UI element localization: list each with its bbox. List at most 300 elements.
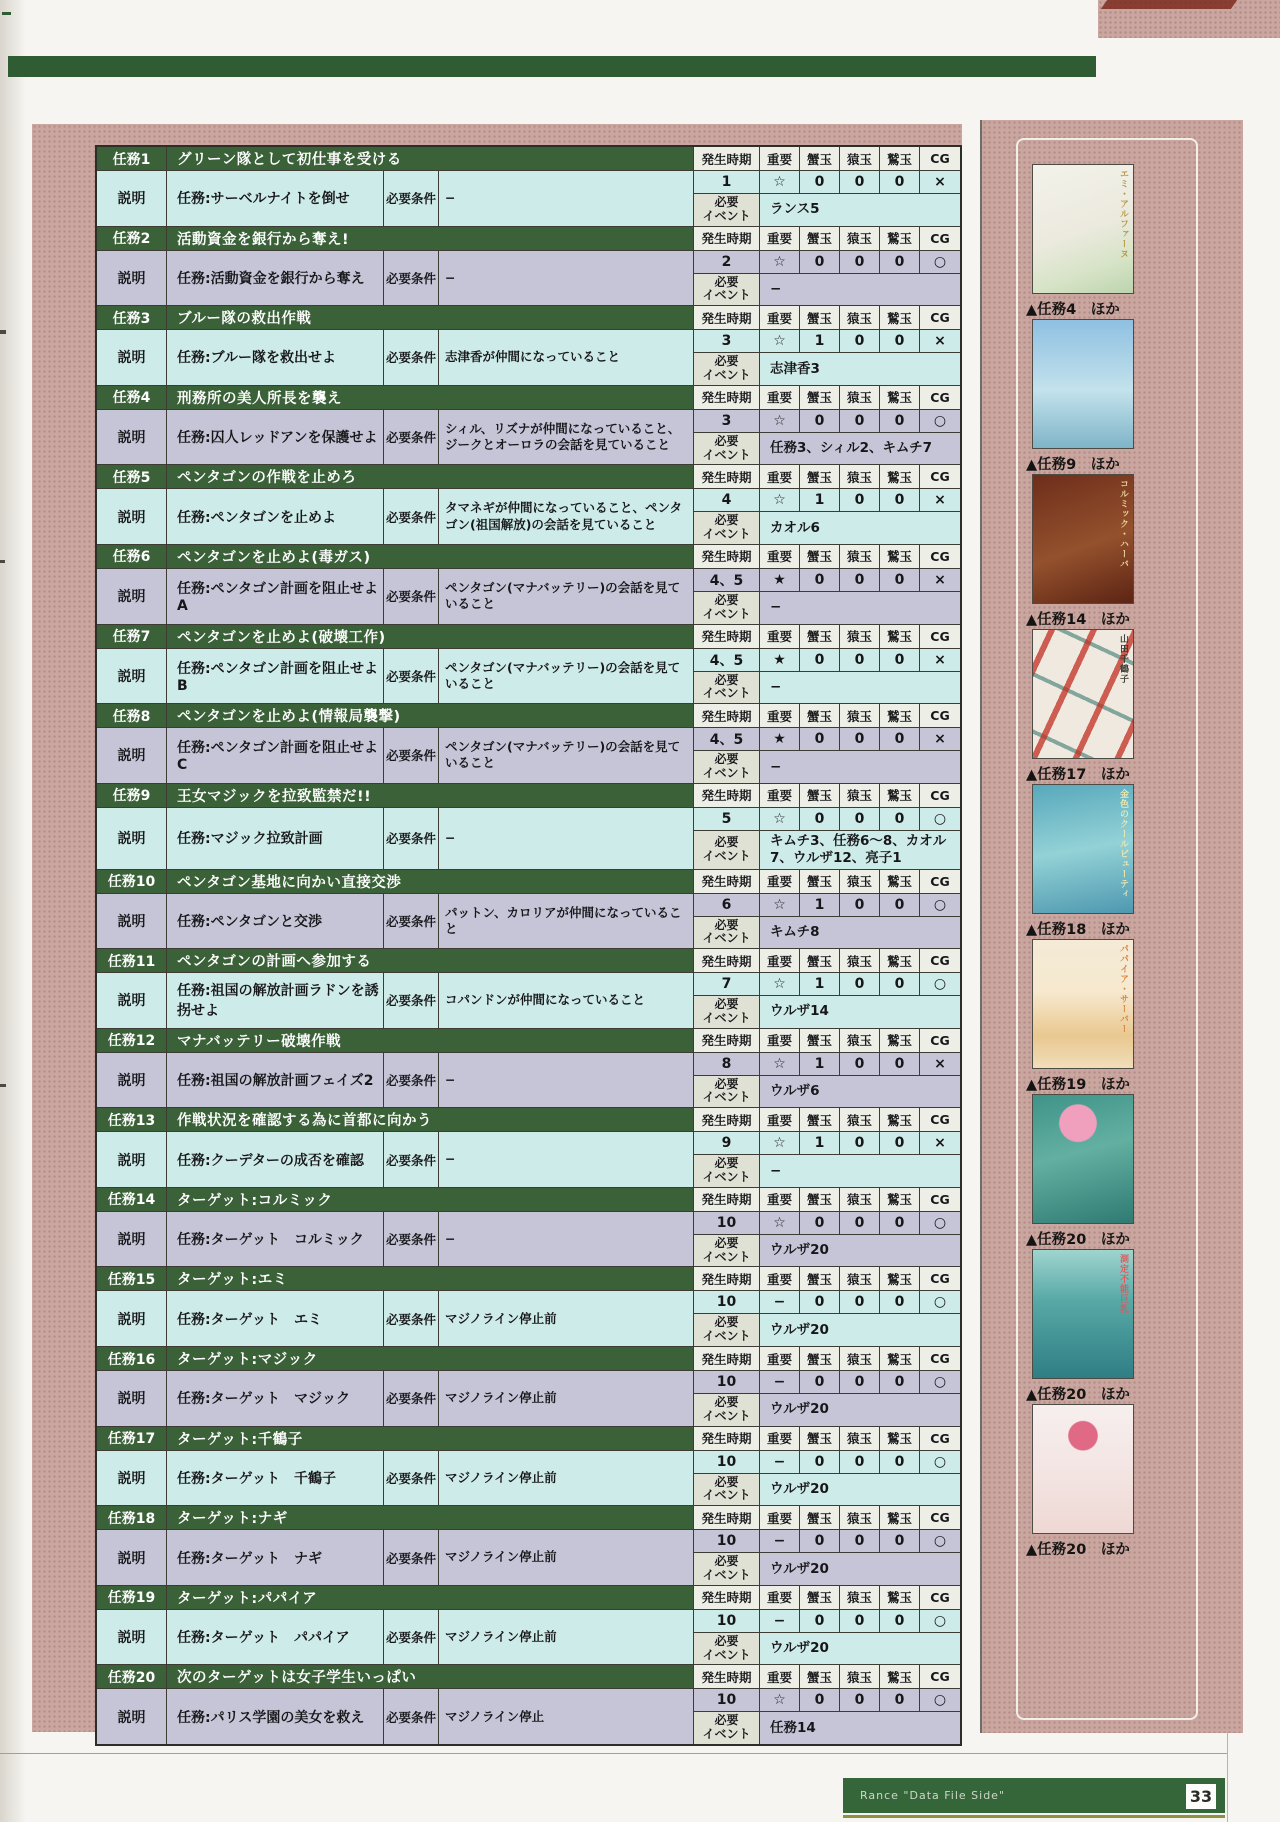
col-header-cg: CG	[920, 1188, 960, 1212]
eagle-jewel-value: 0	[880, 894, 920, 917]
required-event-label	[694, 1553, 760, 1586]
time-value: 4、5	[694, 569, 760, 592]
col-header-important: 重要	[760, 465, 800, 489]
crab-jewel-value: 0	[800, 649, 840, 672]
mission-title-cell: ペンタゴンの計画へ参加する	[167, 949, 694, 973]
condition-text: −	[439, 1212, 694, 1268]
cg-mark: ×	[920, 569, 960, 592]
mission-title-cell: ペンタゴンの作戦を止めろ	[167, 465, 694, 489]
importance-star: −	[760, 1291, 800, 1314]
col-header-eagle-jewel: 鷲玉	[880, 306, 920, 330]
mission-block	[97, 1029, 960, 1109]
col-header-time: 発生時期	[694, 1347, 760, 1371]
mission-title-cell: ターゲット:マジック	[167, 1347, 694, 1371]
monkey-jewel-value: 0	[840, 1610, 880, 1633]
condition-label: 必要条件	[384, 1053, 439, 1109]
time-value: 9	[694, 1132, 760, 1155]
condition-text: ペンタゴン(マナバッテリー)の会話を見ていること	[439, 649, 694, 705]
task-description: 任務:祖国の解放計画フェイズ2	[167, 1053, 384, 1109]
condition-label: 必要条件	[384, 649, 439, 705]
col-header-eagle-jewel: 鷲玉	[880, 1427, 920, 1451]
monkey-jewel-value: 0	[840, 649, 880, 672]
col-header-time: 発生時期	[694, 784, 760, 808]
importance-star: ☆	[760, 489, 800, 512]
required-event-label-line1: 必要	[714, 195, 739, 209]
crab-jewel-value: 0	[800, 1212, 840, 1235]
col-header-monkey-jewel: 猿玉	[840, 704, 880, 728]
required-event-label-line1: 必要	[714, 834, 739, 849]
eagle-jewel-value: 0	[880, 1610, 920, 1633]
crab-jewel-value: 1	[800, 1053, 840, 1076]
required-event-value: −	[760, 592, 960, 625]
col-header-time: 発生時期	[694, 545, 760, 569]
page-corner-decoration	[1098, 0, 1280, 38]
col-header-eagle-jewel: 鷲玉	[880, 227, 920, 251]
monkey-jewel-value: 0	[840, 489, 880, 512]
cg-mark: ×	[920, 171, 960, 194]
card-art-text: パパイア・サーバー	[1118, 944, 1128, 1034]
col-header-monkey-jewel: 猿玉	[840, 1188, 880, 1212]
col-header-important: 重要	[760, 545, 800, 569]
time-value: 5	[694, 808, 760, 831]
condition-label: 必要条件	[384, 1689, 439, 1744]
time-value: 10	[694, 1610, 760, 1633]
col-header-cg: CG	[920, 1427, 960, 1451]
condition-label: 必要条件	[384, 973, 439, 1029]
importance-star: ★	[760, 569, 800, 592]
importance-star: −	[760, 1610, 800, 1633]
monkey-jewel-value: 0	[840, 894, 880, 917]
task-description: 任務:クーデターの成否を確認	[167, 1132, 384, 1188]
top-green-bar	[8, 56, 1096, 77]
mission-title-cell: 王女マジックを拉致監禁だ!!	[167, 784, 694, 808]
task-description: 任務:ペンタゴン計画を阻止せよC	[167, 728, 384, 784]
required-event-label	[694, 433, 760, 466]
mission-block	[97, 1347, 960, 1427]
required-event-value: 志津香3	[760, 353, 960, 386]
condition-label: 必要条件	[384, 808, 439, 870]
col-header-cg: CG	[920, 1347, 960, 1371]
mission-number-cell: 任務6	[97, 545, 167, 569]
col-header-cg: CG	[920, 1506, 960, 1530]
col-header-cg: CG	[920, 625, 960, 649]
time-value: 1	[694, 171, 760, 194]
mission-block	[97, 784, 960, 870]
col-header-eagle-jewel: 鷲玉	[880, 1029, 920, 1053]
mission-number-cell: 任務17	[97, 1427, 167, 1451]
mission-block	[97, 306, 960, 386]
cg-mark: ×	[920, 1053, 960, 1076]
task-description: 任務:ターゲット コルミック	[167, 1212, 384, 1268]
monkey-jewel-value: 0	[840, 1212, 880, 1235]
time-value: 4、5	[694, 649, 760, 672]
main-panel	[32, 124, 962, 1742]
card-art-text: エミ・アルファーヌ	[1118, 169, 1128, 259]
monkey-jewel-value: 0	[840, 1689, 880, 1712]
description-label: 説明	[97, 330, 167, 386]
required-event-label-line1: 必要	[714, 917, 739, 932]
required-event-value: ウルザ20	[760, 1553, 960, 1586]
time-value: 6	[694, 894, 760, 917]
required-event-label	[694, 1076, 760, 1109]
required-event-label	[694, 1394, 760, 1427]
crab-jewel-value: 0	[800, 1371, 840, 1394]
required-event-label-line2: イベント	[702, 1329, 751, 1344]
col-header-important: 重要	[760, 1188, 800, 1212]
card-caption: ▲任務20 ほか	[1026, 1387, 1130, 1403]
required-event-value: カオル6	[760, 512, 960, 545]
mission-title-cell: ペンタゴンを止めよ(情報局襲撃)	[167, 704, 694, 728]
eagle-jewel-value: 0	[880, 649, 920, 672]
required-event-label	[694, 1235, 760, 1268]
required-event-label	[694, 1155, 760, 1188]
importance-star: ★	[760, 728, 800, 751]
card-art-text: 山田千鶴子	[1118, 634, 1128, 684]
time-value: 2	[694, 251, 760, 274]
card-artwork	[1032, 1404, 1134, 1534]
col-header-time: 発生時期	[694, 386, 760, 410]
required-event-label-line2: イベント	[702, 765, 751, 780]
required-event-label-line1: 必要	[714, 1156, 739, 1171]
crab-jewel-value: 0	[800, 808, 840, 831]
col-header-time: 発生時期	[694, 465, 760, 489]
crab-jewel-value: 0	[800, 569, 840, 592]
edge-mark	[0, 1084, 6, 1087]
task-description: 任務:ターゲット 千鶴子	[167, 1451, 384, 1507]
importance-star: ☆	[760, 973, 800, 996]
col-header-eagle-jewel: 鷲玉	[880, 1665, 920, 1689]
required-event-label-line2: イベント	[702, 447, 751, 462]
mission-title-cell: ターゲット:パパイア	[167, 1586, 694, 1610]
description-label: 説明	[97, 171, 167, 227]
description-label: 説明	[97, 569, 167, 625]
description-label: 説明	[97, 489, 167, 545]
col-header-cg: CG	[920, 949, 960, 973]
eagle-jewel-value: 0	[880, 973, 920, 996]
task-description: 任務:ペンタゴン計画を阻止せよB	[167, 649, 384, 705]
required-event-value: −	[760, 1155, 960, 1188]
col-header-important: 重要	[760, 1267, 800, 1291]
cg-mark: ○	[920, 808, 960, 831]
required-event-label	[694, 274, 760, 307]
col-header-cg: CG	[920, 1108, 960, 1132]
card-artwork	[1032, 1094, 1134, 1224]
condition-text: マジノライン停止前	[439, 1530, 694, 1586]
eagle-jewel-value: 0	[880, 808, 920, 831]
mission-number-cell: 任務14	[97, 1188, 167, 1212]
footer-underline	[843, 1815, 1225, 1818]
col-header-crab-jewel: 蟹玉	[800, 1188, 840, 1212]
mission-number-cell: 任務12	[97, 1029, 167, 1053]
time-value: 8	[694, 1053, 760, 1076]
col-header-eagle-jewel: 鷲玉	[880, 1506, 920, 1530]
card-artwork	[1032, 164, 1134, 294]
description-label: 説明	[97, 1132, 167, 1188]
col-header-important: 重要	[760, 1029, 800, 1053]
col-header-monkey-jewel: 猿玉	[840, 386, 880, 410]
col-header-crab-jewel: 蟹玉	[800, 1108, 840, 1132]
crab-jewel-value: 1	[800, 1132, 840, 1155]
required-event-label-line2: イベント	[702, 208, 751, 223]
description-label: 説明	[97, 728, 167, 784]
required-event-label-line2: イベント	[702, 367, 751, 382]
mission-title-cell: ペンタゴンを止めよ(破壊工作)	[167, 625, 694, 649]
col-header-important: 重要	[760, 1506, 800, 1530]
eagle-jewel-value: 0	[880, 1371, 920, 1394]
mission-number-cell: 任務8	[97, 704, 167, 728]
cg-mark: ○	[920, 1451, 960, 1474]
col-header-monkey-jewel: 猿玉	[840, 1267, 880, 1291]
condition-label: 必要条件	[384, 410, 439, 466]
task-description: 任務:囚人レッドアンを保護せよ	[167, 410, 384, 466]
mission-block	[97, 1586, 960, 1666]
col-header-monkey-jewel: 猿玉	[840, 227, 880, 251]
required-event-label	[694, 194, 760, 227]
required-event-label	[694, 1633, 760, 1666]
monkey-jewel-value: 0	[840, 1132, 880, 1155]
required-event-label-line1: 必要	[714, 997, 739, 1012]
col-header-time: 発生時期	[694, 625, 760, 649]
col-header-cg: CG	[920, 1029, 960, 1053]
col-header-important: 重要	[760, 227, 800, 251]
required-event-label-line1: 必要	[714, 433, 739, 448]
card-artwork	[1032, 629, 1134, 759]
required-event-label-line2: イベント	[702, 606, 751, 621]
mission-block	[97, 545, 960, 625]
col-header-monkey-jewel: 猿玉	[840, 625, 880, 649]
mission-block	[97, 704, 960, 784]
description-label: 説明	[97, 1689, 167, 1744]
description-label: 説明	[97, 1291, 167, 1347]
description-label: 説明	[97, 1610, 167, 1666]
task-description: 任務:パリス学園の美女を救え	[167, 1689, 384, 1744]
mission-number-cell: 任務16	[97, 1347, 167, 1371]
required-event-value: キムチ3、任務6〜8、カオル7、ウルザ12、亮子1	[760, 831, 960, 870]
required-event-value: ウルザ6	[760, 1076, 960, 1109]
required-event-label-line2: イベント	[702, 1408, 751, 1423]
col-header-eagle-jewel: 鷲玉	[880, 784, 920, 808]
col-header-important: 重要	[760, 625, 800, 649]
monkey-jewel-value: 0	[840, 410, 880, 433]
cg-mark: ○	[920, 1610, 960, 1633]
mission-title-cell: マナバッテリー破壊作戦	[167, 1029, 694, 1053]
col-header-eagle-jewel: 鷲玉	[880, 465, 920, 489]
required-event-label-line2: イベント	[702, 1249, 751, 1264]
condition-text: マジノライン停止前	[439, 1610, 694, 1666]
importance-star: ☆	[760, 1053, 800, 1076]
condition-text: パットン、カロリアが仲間になっていること	[439, 894, 694, 950]
required-event-label	[694, 353, 760, 386]
condition-text: コパンドンが仲間になっていること	[439, 973, 694, 1029]
footer-title: Rance "Data File Side"	[860, 1789, 1005, 1802]
condition-label: 必要条件	[384, 1212, 439, 1268]
col-header-time: 発生時期	[694, 1427, 760, 1451]
condition-text: ペンタゴン(マナバッテリー)の会話を見ていること	[439, 569, 694, 625]
col-header-monkey-jewel: 猿玉	[840, 147, 880, 171]
crab-jewel-value: 0	[800, 1610, 840, 1633]
eagle-jewel-value: 0	[880, 171, 920, 194]
required-event-label-line1: 必要	[714, 1235, 739, 1250]
monkey-jewel-value: 0	[840, 171, 880, 194]
required-event-label-line1: 必要	[714, 1076, 739, 1091]
col-header-time: 発生時期	[694, 1108, 760, 1132]
required-event-value: ウルザ20	[760, 1633, 960, 1666]
col-header-time: 発生時期	[694, 1029, 760, 1053]
description-label: 説明	[97, 1053, 167, 1109]
col-header-monkey-jewel: 猿玉	[840, 870, 880, 894]
required-event-label-line1: 必要	[714, 752, 739, 767]
required-event-label	[694, 1712, 760, 1744]
col-header-crab-jewel: 蟹玉	[800, 1665, 840, 1689]
description-label: 説明	[97, 251, 167, 307]
card-artwork	[1032, 939, 1134, 1069]
mission-number-cell: 任務20	[97, 1665, 167, 1689]
col-header-eagle-jewel: 鷲玉	[880, 1267, 920, 1291]
col-header-monkey-jewel: 猿玉	[840, 1427, 880, 1451]
description-label: 説明	[97, 894, 167, 950]
card-caption: ▲任務4 ほか	[1026, 302, 1120, 318]
col-header-time: 発生時期	[694, 1506, 760, 1530]
card-caption: ▲任務19 ほか	[1026, 1077, 1130, 1093]
eagle-jewel-value: 0	[880, 410, 920, 433]
monkey-jewel-value: 0	[840, 1053, 880, 1076]
col-header-monkey-jewel: 猿玉	[840, 949, 880, 973]
col-header-crab-jewel: 蟹玉	[800, 465, 840, 489]
required-event-value: −	[760, 751, 960, 784]
time-value: 10	[694, 1689, 760, 1712]
eagle-jewel-value: 0	[880, 1212, 920, 1235]
col-header-time: 発生時期	[694, 949, 760, 973]
description-label: 説明	[97, 1371, 167, 1427]
required-event-label	[694, 592, 760, 625]
col-header-time: 発生時期	[694, 147, 760, 171]
required-event-label-line1: 必要	[714, 1315, 739, 1330]
col-header-eagle-jewel: 鷲玉	[880, 704, 920, 728]
condition-label: 必要条件	[384, 894, 439, 950]
col-header-monkey-jewel: 猿玉	[840, 1029, 880, 1053]
required-event-label	[694, 1474, 760, 1507]
mission-number-cell: 任務7	[97, 625, 167, 649]
required-event-label-line1: 必要	[714, 1474, 739, 1489]
required-event-value: ウルザ14	[760, 996, 960, 1029]
col-header-important: 重要	[760, 1427, 800, 1451]
required-event-value: −	[760, 672, 960, 705]
col-header-crab-jewel: 蟹玉	[800, 1586, 840, 1610]
task-description: 任務:ターゲット パパイア	[167, 1610, 384, 1666]
crab-jewel-value: 0	[800, 251, 840, 274]
eagle-jewel-value: 0	[880, 1530, 920, 1553]
col-header-important: 重要	[760, 147, 800, 171]
character-card	[1026, 474, 1186, 629]
task-description: 任務:ターゲット エミ	[167, 1291, 384, 1347]
mission-number-cell: 任務11	[97, 949, 167, 973]
required-event-label-line2: イベント	[702, 288, 751, 303]
task-description: 任務:マジック拉致計画	[167, 808, 384, 870]
mission-number-cell: 任務9	[97, 784, 167, 808]
condition-label: 必要条件	[384, 330, 439, 386]
monkey-jewel-value: 0	[840, 1371, 880, 1394]
col-header-crab-jewel: 蟹玉	[800, 545, 840, 569]
col-header-eagle-jewel: 鷲玉	[880, 147, 920, 171]
col-header-important: 重要	[760, 949, 800, 973]
crab-jewel-value: 0	[800, 728, 840, 751]
col-header-crab-jewel: 蟹玉	[800, 870, 840, 894]
required-event-label	[694, 751, 760, 784]
cg-mark: ○	[920, 973, 960, 996]
character-card	[1026, 939, 1186, 1094]
monkey-jewel-value: 0	[840, 1291, 880, 1314]
col-header-crab-jewel: 蟹玉	[800, 147, 840, 171]
cg-mark: ○	[920, 1530, 960, 1553]
condition-label: 必要条件	[384, 1451, 439, 1507]
col-header-time: 発生時期	[694, 306, 760, 330]
mission-block	[97, 1427, 960, 1507]
edge-mark	[0, 560, 5, 563]
footer-bar	[843, 1778, 1225, 1813]
mission-title-cell: 次のターゲットは女子学生いっぱい	[167, 1665, 694, 1689]
importance-star: ☆	[760, 808, 800, 831]
mission-block	[97, 227, 960, 307]
required-event-value: 任務3、シィル2、キムチ7	[760, 433, 960, 466]
col-header-time: 発生時期	[694, 1586, 760, 1610]
condition-text: マジノライン停止	[439, 1689, 694, 1744]
required-event-value: キムチ8	[760, 917, 960, 950]
time-value: 7	[694, 973, 760, 996]
col-header-cg: CG	[920, 870, 960, 894]
col-header-cg: CG	[920, 545, 960, 569]
task-description: 任務:ペンタゴンを止めよ	[167, 489, 384, 545]
col-header-important: 重要	[760, 1665, 800, 1689]
importance-star: ★	[760, 649, 800, 672]
mission-title-cell: ターゲット:ナギ	[167, 1506, 694, 1530]
cg-mark: ○	[920, 1689, 960, 1712]
col-header-crab-jewel: 蟹玉	[800, 704, 840, 728]
page-left-edge-shadow	[0, 0, 26, 1822]
condition-label: 必要条件	[384, 728, 439, 784]
task-description: 任務:ブルー隊を救出せよ	[167, 330, 384, 386]
mission-block	[97, 1267, 960, 1347]
page-edge-line	[1227, 1732, 1228, 1822]
condition-label: 必要条件	[384, 1132, 439, 1188]
condition-label: 必要条件	[384, 251, 439, 307]
card-caption: ▲任務17 ほか	[1026, 767, 1130, 783]
importance-star: ☆	[760, 1212, 800, 1235]
footer-rule-line	[0, 1753, 1227, 1754]
col-header-eagle-jewel: 鷲玉	[880, 870, 920, 894]
condition-label: 必要条件	[384, 1291, 439, 1347]
monkey-jewel-value: 0	[840, 1451, 880, 1474]
eagle-jewel-value: 0	[880, 489, 920, 512]
task-description: 任務:ターゲット ナギ	[167, 1530, 384, 1586]
time-value: 10	[694, 1212, 760, 1235]
col-header-important: 重要	[760, 386, 800, 410]
task-description: 任務:サーベルナイトを倒せ	[167, 171, 384, 227]
condition-text: マジノライン停止前	[439, 1451, 694, 1507]
required-event-label-line1: 必要	[714, 592, 739, 607]
required-event-label-line1: 必要	[714, 672, 739, 687]
required-event-label-line2: イベント	[702, 527, 751, 542]
required-event-value: ランス5	[760, 194, 960, 227]
col-header-time: 発生時期	[694, 227, 760, 251]
card-artwork	[1032, 784, 1134, 914]
crab-jewel-value: 0	[800, 1451, 840, 1474]
importance-star: ☆	[760, 894, 800, 917]
col-header-time: 発生時期	[694, 1665, 760, 1689]
cg-mark: ○	[920, 1212, 960, 1235]
mission-number-cell: 任務4	[97, 386, 167, 410]
cg-mark: ×	[920, 649, 960, 672]
mission-number-cell: 任務18	[97, 1506, 167, 1530]
